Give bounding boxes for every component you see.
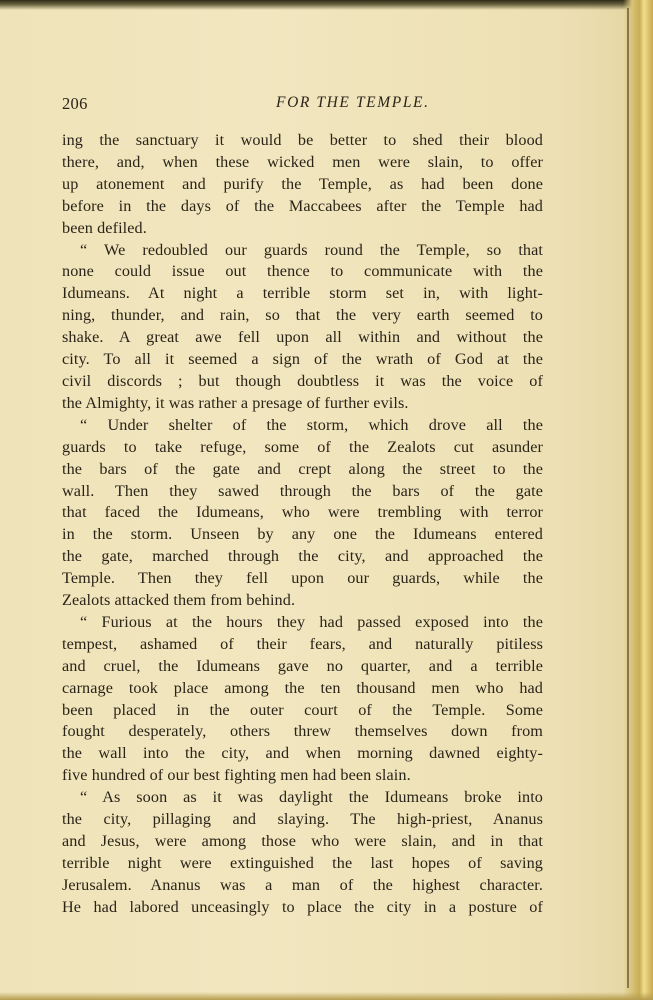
text-line: “ Furious at the hours they had passed exposed into the [80, 612, 543, 631]
text-line: up atonement and purify the Temple, as had been done [62, 174, 543, 193]
text-line: fought desperately, others threw themselves down from [62, 722, 543, 741]
text-line: the wall into the city, and when morning dawned eighty- [62, 744, 543, 763]
text-line: He had labored unceasingly to place the city in a posture of [62, 897, 543, 916]
text-line: five hundred of our best fighting men had been slain. [62, 766, 411, 785]
text-line: the gate, marched through the city, and approached the [62, 547, 543, 566]
page-top-shadow [0, 0, 653, 10]
text-line: carnage took place among the ten thousand men who had [62, 678, 543, 697]
text-line: the city, pillaging and slaying. The high-priest, Ananus [62, 810, 543, 829]
body-text [62, 130, 543, 919]
text-line: Zealots attacked them from behind. [62, 591, 296, 610]
text-line: wall. Then they sawed through the bars of the gate [62, 481, 543, 500]
running-header [62, 94, 542, 116]
text-line: city. To all it seemed a sign of the wrath of God at the [62, 350, 543, 369]
text-line: in the storm. Unseen by any one the Idumeans entered [62, 525, 543, 544]
text-line: that faced the Idumeans, who were trembling with terror [62, 503, 543, 522]
text-line: none could issue out thence to communicate with the [62, 262, 543, 281]
text-line: there, and, when these wicked men were slain, to offer [62, 152, 543, 171]
text-line: been defiled. [62, 218, 147, 237]
text-line: been placed in the outer court of the Temple. Some [62, 700, 543, 719]
page-number: 206 [62, 94, 88, 113]
text-line: tempest, ashamed of their fears, and naturally pitiless [62, 634, 543, 653]
text-line: “ We redoubled our guards round the Temple, so that [80, 240, 543, 259]
running-title: FOR THE TEMPLE. [276, 94, 430, 111]
text-line: ing the sanctuary it would be better to shed their blood [62, 131, 543, 149]
text-line: guards to take refuge, some of the Zealots cut asunder [62, 437, 543, 456]
text-line: the Almighty, it was rather a presage of further evils. [62, 393, 409, 412]
text-line: Jerusalem. Ananus was a man of the highest character. [62, 875, 543, 894]
text-line: terrible night were extinguished the last hopes of saving [62, 853, 543, 872]
text-line: and cruel, the Idumeans gave no quarter, and a terrible [62, 656, 543, 675]
text-line: “ As soon as it was daylight the Idumeans broke into [80, 788, 543, 807]
text-line: the bars of the gate and crept along the street to the [62, 459, 543, 478]
text-line: civil discords ; but though doubtless it was the voice of [62, 371, 543, 390]
page-bottom-shadow [0, 992, 653, 1000]
page-edge-line [627, 8, 629, 988]
text-line: Temple. Then they fell upon our guards, while the [62, 569, 543, 588]
text-line: shake. A great awe fell upon all within and without the [62, 328, 543, 347]
text-line: ning, thunder, and rain, so that the very earth seemed to [62, 306, 543, 325]
text-line: before in the days of the Maccabees after the Temple had [62, 196, 543, 215]
text-line: and Jesus, were among those who were slain, and in that [62, 832, 543, 850]
text-line: Idumeans. At night a terrible storm set in, with light- [62, 284, 543, 303]
text-line: “ Under shelter of the storm, which drove all the [80, 415, 543, 434]
